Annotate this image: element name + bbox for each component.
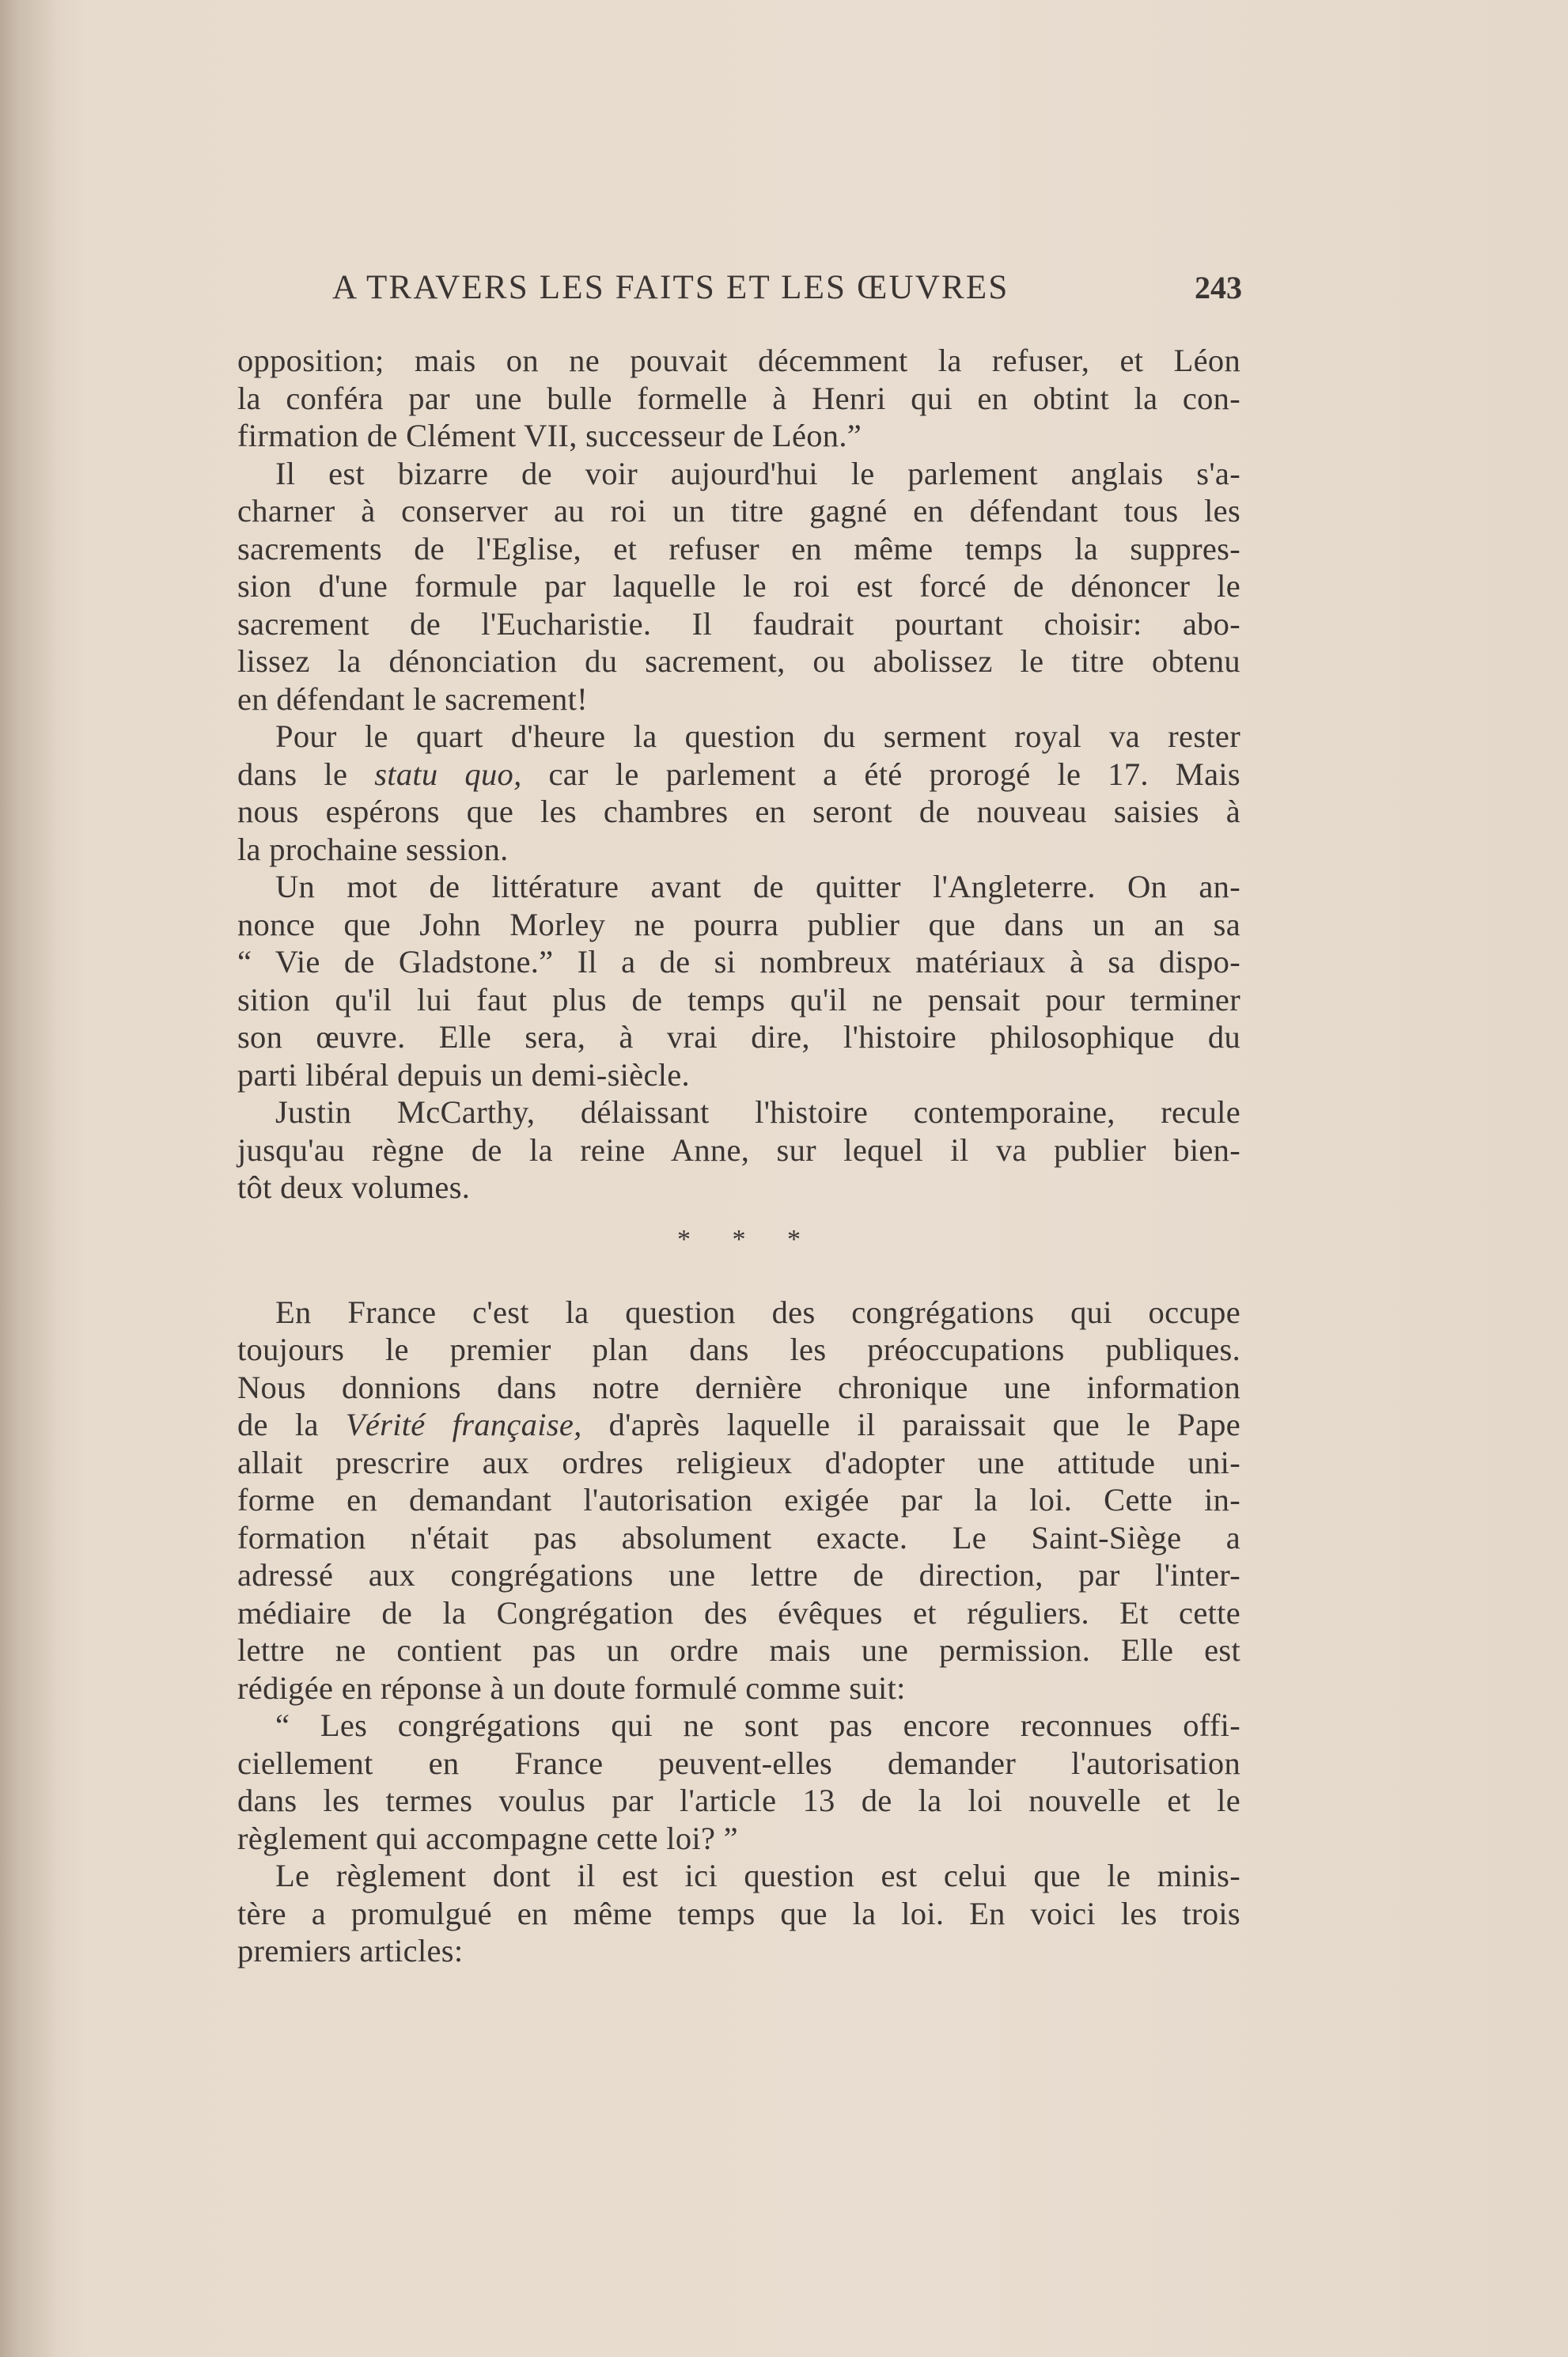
paragraph xyxy=(237,1093,1240,1207)
text-line xyxy=(237,756,1240,794)
text-line: nonce que John Morley ne pourra publier que dans un an sa xyxy=(237,906,1240,942)
text-line: opposition; mais on ne pouvait décemment la refuser, et Léon xyxy=(237,343,1240,378)
text-line: règlement qui accompagne cette loi? ” xyxy=(237,1820,738,1856)
text-line: premiers articles: xyxy=(237,1933,464,1969)
quoted-paragraph xyxy=(237,1707,1240,1857)
text-line: toujours le premier plan dans les préoccupations publiques. xyxy=(237,1332,1240,1367)
text-line: parti libéral depuis un demi-siècle. xyxy=(237,1056,690,1093)
text-line: la conféra par une bulle formelle à Henri qui en obtint la con- xyxy=(237,380,1240,416)
text-run: d'après laquelle il paraissait que le Pape xyxy=(581,1407,1240,1442)
paragraph xyxy=(237,868,1240,1093)
page-header xyxy=(332,266,1242,310)
text-line: Le règlement dont il est ici question est celui que le minis- xyxy=(275,1858,1240,1893)
text-line: lissez la dénonciation du sacrement, ou abolissez le titre obtenu xyxy=(237,643,1240,679)
text-line: en défendant le sacrement! xyxy=(237,680,588,717)
text-line: sacrements de l'Eglise, et refuser en même temps la suppres- xyxy=(237,530,1240,567)
text-line: formation n'était pas absolument exacte. Le Saint-Siège a xyxy=(237,1519,1240,1556)
text-line: nous espérons que les chambres en seront de nouveau saisies à xyxy=(237,794,1240,829)
text-line: firmation de Clément VII, successeur de Léon.” xyxy=(237,418,862,453)
text-line: médiaire de la Congrégation des évêques et réguliers. Et cette xyxy=(237,1594,1240,1631)
text-line: forme en demandant l'autorisation exigée par la loi. Cette in- xyxy=(237,1482,1240,1518)
text-run: car le parlement a été prorogé le 17. Mais xyxy=(521,756,1240,792)
running-title: A TRAVERS LES FAITS ET LES ŒUVRES xyxy=(332,269,1009,306)
page-number: 243 xyxy=(1195,270,1242,305)
text-line: son œuvre. Elle sera, à vrai dire, l'histoire philosophique du xyxy=(237,1019,1240,1055)
text-line: En France c'est la question des congrégations qui occupe xyxy=(275,1294,1240,1330)
binding-edge xyxy=(0,0,55,2357)
text-line: tère a promulgué en même temps que la loi. En voici les trois xyxy=(237,1895,1240,1931)
text-line: dans les termes voulus par l'article 13 de la loi nouvelle et le xyxy=(237,1783,1240,1818)
text-line: “ Les congrégations qui ne sont pas encore reconnues offi- xyxy=(275,1707,1240,1743)
text-run: dans le xyxy=(237,756,375,792)
text-line: “ Vie de Gladstone.” Il a de si nombreux matériaux à sa dispo- xyxy=(237,944,1240,980)
text-line: Un mot de littérature avant de quitter l'Angleterre. On an- xyxy=(275,869,1240,904)
text-line: allait prescrire aux ordres religieux d'adopter une attitude uni- xyxy=(237,1444,1240,1480)
text-line: Justin McCarthy, délaissant l'histoire contemporaine, recule xyxy=(275,1094,1240,1130)
paragraph xyxy=(237,718,1240,868)
italic-title: Vérité française, xyxy=(345,1407,582,1442)
text-line: charner à conserver au roi un titre gagné en défendant tous les xyxy=(237,493,1240,529)
text-line: sacrement de l'Eucharistie. Il faudrait pourtant choisir: abo- xyxy=(237,605,1240,642)
text-line: Nous donnions dans notre dernière chronique une information xyxy=(237,1369,1240,1405)
paragraph xyxy=(237,1294,1240,1707)
text-line: ciellement en France peuvent-elles demander l'autorisation xyxy=(237,1745,1240,1781)
text-line: rédigée en réponse à un doute formulé comme suit: xyxy=(237,1669,906,1706)
text-line: Pour le quart d'heure la question du serment royal va rester xyxy=(275,718,1240,754)
section-separator: * * * xyxy=(677,1224,818,1254)
text-line: sion d'une formule par laquelle le roi est forcé de dénoncer le xyxy=(237,568,1240,604)
italic-term: statu quo, xyxy=(374,756,522,792)
text-line: tôt deux volumes. xyxy=(237,1169,471,1205)
text-line: jusqu'au règne de la reine Anne, sur lequel il va publier bien- xyxy=(237,1131,1240,1168)
text-run: de la xyxy=(237,1407,346,1442)
text-line: adressé aux congrégations une lettre de direction, par l'inter- xyxy=(237,1557,1240,1593)
text-line xyxy=(237,1406,1240,1444)
paragraph xyxy=(237,455,1240,718)
paragraph xyxy=(237,1857,1240,1970)
text-line: sition qu'il lui faut plus de temps qu'il ne pensait pour terminer xyxy=(237,981,1240,1017)
text-line: la prochaine session. xyxy=(237,831,509,867)
text-line: lettre ne contient pas un ordre mais une permission. Elle est xyxy=(237,1632,1240,1668)
page-body xyxy=(237,342,1240,1970)
text-line: Il est bizarre de voir aujourd'hui le parlement anglais s'a- xyxy=(275,455,1240,491)
paragraph xyxy=(237,342,1240,455)
